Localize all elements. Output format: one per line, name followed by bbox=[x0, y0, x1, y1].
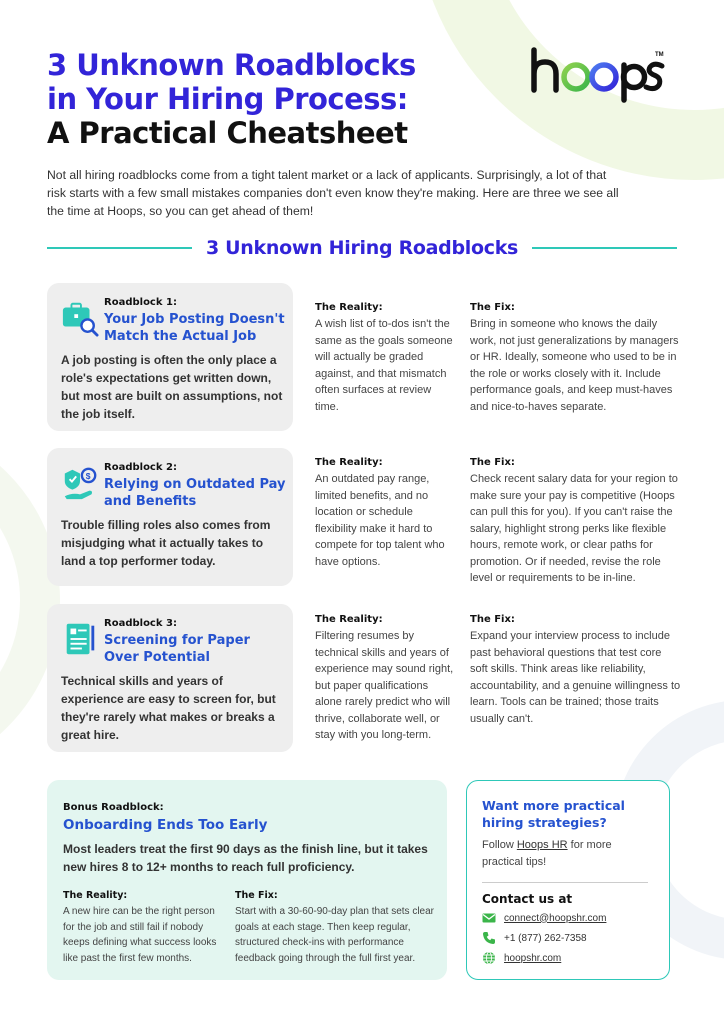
globe-icon bbox=[482, 951, 496, 965]
fix-heading: The Fix: bbox=[470, 457, 515, 468]
resume-icon bbox=[61, 620, 99, 658]
roadblock-label: Roadblock 1: bbox=[104, 297, 177, 308]
roadblock-card-3 bbox=[47, 604, 293, 752]
divider bbox=[482, 882, 648, 883]
reality-text: An outdated pay range, limited benefits, and no location or schedule flexibility make it hard to compete for top talent who have options. bbox=[315, 473, 445, 568]
bonus-fix-text: Start with a 30-60-90-day plan that sets clear goals at each stage. Then keep regular, structured check-ins with performance feedback going through the full first year. bbox=[235, 906, 434, 964]
roadblock-title: Your Job Posting Doesn't Match the Actual Job bbox=[104, 312, 285, 344]
hoops-logo bbox=[528, 44, 668, 104]
roadblock-title: Screening for Paper Over Potential bbox=[104, 633, 250, 665]
heading-rule-left bbox=[47, 247, 192, 249]
hoops-hr-link[interactable]: Hoops HR bbox=[516, 839, 568, 851]
roadblock-description: Technical skills and years of experience are easy to screen for, but they're rarely what makes or breaks a great hire. bbox=[61, 674, 276, 742]
fix-text: Check recent salary data for your region to make sure your pay is competitive (Hoops can pull this for you). If you can't raise the salary, highlight strong perks like flexible hours, remote work, or clear paths for promotion. Or if needed, revise the role level or requirements to be in-line. bbox=[470, 473, 678, 584]
follow-prefix: Follow bbox=[482, 839, 517, 851]
contact-heading: Contact us at bbox=[482, 892, 573, 906]
roadblock-label: Roadblock 2: bbox=[104, 462, 177, 473]
title-line-2: in Your Hiring Process: bbox=[47, 82, 408, 116]
website-row[interactable] bbox=[482, 951, 561, 965]
reality-heading: The Reality: bbox=[315, 302, 383, 313]
job-search-icon bbox=[61, 299, 99, 337]
logo-trademark: TM bbox=[655, 52, 664, 58]
bonus-title: Onboarding Ends Too Early bbox=[63, 817, 268, 833]
follow-suffix: for more practical tips! bbox=[482, 839, 612, 868]
reality-text: Filtering resumes by technical skills and years of experience may sound right, but paper qualifications alone rarely predict who will thrive, collaborate well, or stay with you long-term. bbox=[315, 630, 454, 741]
fix-heading: The Fix: bbox=[470, 614, 515, 625]
roadblock-card-1 bbox=[47, 283, 293, 431]
roadblock-description: Trouble filling roles also comes from misjudging what it actually takes to land a top performer today. bbox=[61, 518, 271, 568]
roadblock-card-2 bbox=[47, 448, 293, 586]
roadblock-title: Relying on Outdated Pay and Benefits bbox=[104, 477, 286, 509]
reality-heading: The Reality: bbox=[315, 614, 383, 625]
bonus-reality-text: A new hire can be the right person for the job and still fail if nobody keeps defining what success looks like past the first few months. bbox=[63, 906, 217, 964]
intro-paragraph: Not all hiring roadblocks come from a tight talent market or a lack of applicants. Surprisingly, a lot of that risk starts with a few small mistakes companies don't even know they're making. Here are three we see all the time at Hoops, so you can get ahead of them! bbox=[47, 168, 619, 218]
section-heading-text: 3 Unknown Hiring Roadblocks bbox=[205, 237, 519, 259]
phone-number[interactable]: +1 (877) 262-7358 bbox=[504, 932, 587, 944]
bonus-roadblock-card bbox=[47, 780, 447, 980]
reality-text: A wish list of to-dos isn't the same as the goals someone will actually be graded against, and that mismatch often surfaces at review time. bbox=[315, 318, 453, 413]
website-link[interactable]: hoopshr.com bbox=[504, 952, 562, 964]
roadblock-label: Roadblock 3: bbox=[104, 618, 177, 629]
heading-rule-right bbox=[532, 247, 677, 249]
email-row[interactable] bbox=[482, 911, 606, 925]
reality-heading: The Reality: bbox=[315, 457, 383, 468]
fix-text: Bring in someone who knows the daily work, not just generalizations by managers or HR. Ideally, someone who used to be in the role or works closely with it. Include performance goals, and keep must-haves and nice-to-haves separate. bbox=[470, 318, 679, 413]
svg-text:$: $ bbox=[85, 471, 91, 482]
phone-row[interactable] bbox=[482, 931, 587, 945]
bonus-reality-heading: The Reality: bbox=[63, 890, 128, 901]
bonus-fix-heading: The Fix: bbox=[235, 890, 278, 901]
contact-card bbox=[466, 780, 670, 980]
email-icon bbox=[482, 911, 496, 925]
email-link[interactable]: connect@hoopshr.com bbox=[504, 912, 607, 924]
title-line-3: A Practical Cheatsheet bbox=[47, 116, 408, 150]
pay-benefits-icon bbox=[61, 464, 99, 502]
follow-text bbox=[482, 837, 642, 871]
fix-heading: The Fix: bbox=[470, 302, 515, 313]
phone-icon bbox=[482, 931, 496, 945]
fix-text: Expand your interview process to include past behavioral questions that test core soft skills. Think areas like reliability, accountability, and a genuine willingness to learn. Tools can be trained; those traits usually can't. bbox=[470, 630, 681, 725]
page-title bbox=[47, 48, 416, 150]
title-line-1: 3 Unknown Roadblocks bbox=[47, 48, 416, 82]
cta-title: Want more practical hiring strategies? bbox=[482, 798, 625, 830]
roadblock-description: A job posting is often the only place a role's expectations get written down, but most are built on assumptions, not the job itself. bbox=[61, 353, 283, 421]
bonus-description: Most leaders treat the first 90 days as the finish line, but it takes new hires 8 to 12+ months to reach full proficiency. bbox=[63, 842, 428, 874]
section-heading bbox=[47, 232, 677, 264]
bonus-label: Bonus Roadblock: bbox=[63, 802, 164, 813]
